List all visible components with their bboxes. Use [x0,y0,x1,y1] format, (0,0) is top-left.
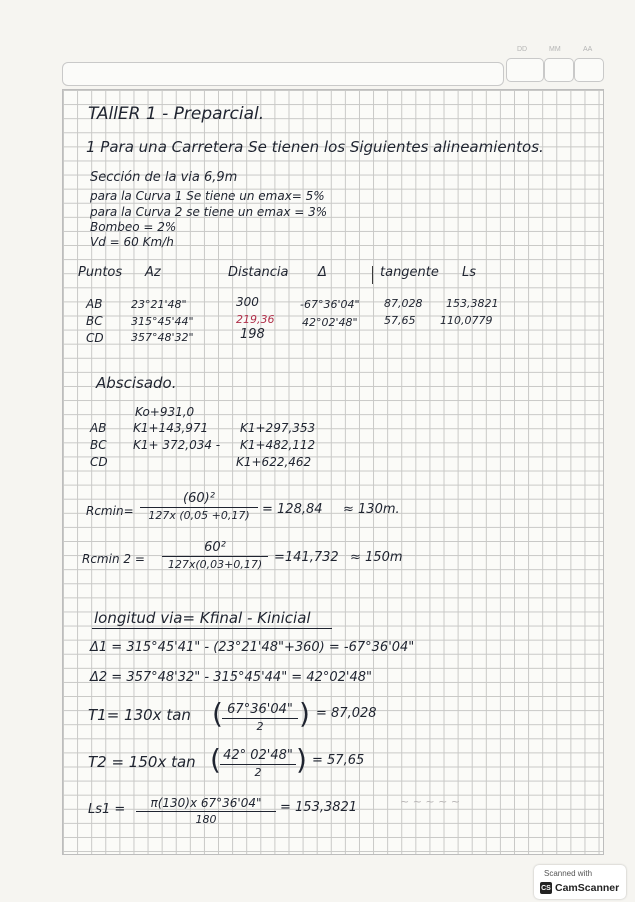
ls1-lhs: Ls1 = [88,802,126,817]
ls1-numerator: π(130)x 67°36'04" [150,796,262,810]
rcmin1-numerator: (60)² [183,491,215,506]
page-title: TAllER 1 - Preparcial. [88,104,265,124]
t2-result: = 57,65 [312,753,365,768]
paren-close: ) [299,697,310,730]
table-cell-distancia: 300 [236,295,259,309]
table-cell-tangente: 57,65 [384,314,416,327]
grid-paper [62,89,604,855]
ls1-result: = 153,3821 [280,800,358,815]
column-divider [372,266,373,284]
table-cell-az: 23°21'48" [131,298,187,311]
fraction-bar [220,764,296,765]
table-cell-punto: CD [86,331,104,345]
t2-numerator: 42° 02'48" [223,748,293,763]
fraction-bar [222,718,298,719]
rcmin1-fraction [140,491,258,522]
fraction-bar [162,556,268,557]
abscisado-label: AB [90,421,107,435]
camscanner-icon: CS [540,882,552,894]
camscanner-watermark [534,865,626,899]
table-cell-az: 357°48'32" [131,331,194,344]
table-header-ls: Ls [462,265,477,280]
spec-line: para la Curva 2 se tiene un emax = 3% [90,205,328,219]
delta2-calc: Δ2 = 357°48'32" - 315°45'44" = 42°02'48" [90,670,373,685]
table-header-distancia: Distancia [228,265,289,280]
fraction-bar [140,507,258,508]
problem-statement: 1 Para una Carretera Se tienen los Siguientes alineamientos. [86,138,544,156]
table-cell-ls: 110,0779 [440,314,493,327]
rcmin2-numerator: 60² [204,540,226,555]
table-cell-az: 315°45'44" [131,315,194,328]
table-cell-punto: BC [86,314,103,328]
t1-numerator: 67°36'04" [227,702,293,717]
abscisado-value: K1+622,462 [236,455,312,469]
ls1-denominator: 180 [195,813,217,826]
scanned-with-text: Scanned with [544,869,593,878]
ls1-fraction [136,796,276,826]
table-header-delta: Δ [318,265,327,280]
date-box-dd [506,58,544,82]
abscisado-value: K1+297,353 [240,421,316,435]
spec-line: Vd = 60 Km/h [90,235,174,249]
paren-open: ( [210,743,221,776]
camscanner-logo [540,882,619,894]
rcmin1-lhs: Rcmin= [86,504,134,518]
t2-lhs: T2 = 150x tan [88,753,196,771]
table-cell-distancia: 198 [240,327,265,342]
rcmin2-result: =141,732 [274,550,339,565]
table-cell-ls: 153,3821 [446,297,499,310]
rcmin1-result: = 128,84 [262,502,323,517]
table-header-puntos: Puntos [78,265,123,280]
spec-line: para la Curva 1 Se tiene un emax= 5% [90,189,325,203]
table-header-tangente: tangente [380,265,439,280]
t1-fraction [222,702,298,733]
abscisado-value: K1+ 372,034 - [133,438,221,452]
spec-line: Bombeo = 2% [90,220,177,234]
date-label-mm: MM [549,46,561,53]
abscisado-value: K1+143,971 [133,421,209,435]
rcmin2-approx: ≈ 150m [350,550,403,565]
rcmin1-approx: ≈ 130m. [343,502,400,517]
abscisado-label: CD [90,455,108,469]
rcmin2-lhs: Rcmin 2 = [82,552,145,566]
table-cell-punto: AB [86,297,103,311]
paren-open: ( [212,697,223,730]
t1-result: = 87,028 [316,706,377,721]
table-cell-delta: 42°02'48" [302,316,358,329]
camscanner-name: CamScanner [555,882,620,894]
bleed-through-mark: ~ ~ ~ ~ ~ [400,795,461,808]
date-label-dd: DD [517,46,528,53]
abscisado-title: Abscisado. [96,374,177,392]
t2-fraction [220,748,296,779]
t1-lhs: T1= 130x tan [88,706,191,724]
table-header-az: Az [145,265,161,280]
header-field [62,62,504,86]
rcmin1-denominator: 127x (0,05 +0,17) [148,509,250,522]
abscisado-start: Ko+931,0 [135,405,195,419]
date-box-mm [544,58,574,82]
abscisado-label: BC [90,438,107,452]
date-box-aa [574,58,604,82]
rcmin2-fraction [162,540,268,571]
longitud-via: longitud via= Kfinal - Kinicial [94,609,311,627]
underline [92,628,332,629]
date-label-aa: AA [583,46,593,53]
fraction-bar [136,811,276,812]
table-cell-tangente: 87,028 [384,297,423,310]
delta1-calc: Δ1 = 315°45'41" - (23°21'48"+360) = -67°36'04" [90,640,415,655]
paren-close: ) [296,743,307,776]
table-cell-distancia: 219,36 [236,313,275,326]
spec-line: Sección de la via 6,9m [90,170,238,185]
t1-denominator: 2 [256,720,264,733]
table-cell-delta: -67°36'04" [300,298,360,311]
rcmin2-denominator: 127x(0,03+0,17) [167,558,263,571]
abscisado-value: K1+482,112 [240,438,316,452]
t2-denominator: 2 [254,766,262,779]
